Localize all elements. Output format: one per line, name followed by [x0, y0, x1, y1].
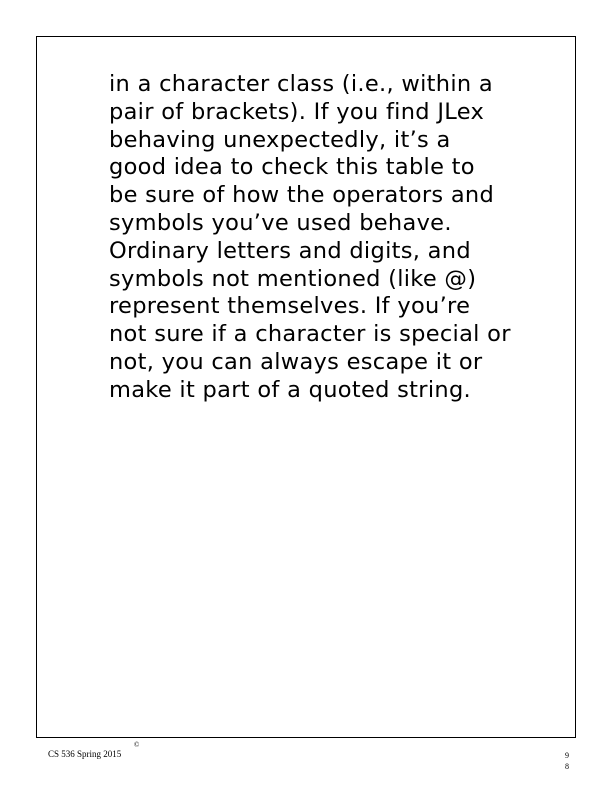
body-text-line: be sure of how the operators and: [109, 182, 495, 209]
copyright-symbol: ©: [134, 741, 140, 749]
body-text-line: Ordinary letters and digits, and: [109, 237, 471, 264]
page-number: [562, 750, 572, 772]
footer-course-label: CS 536 Spring 2015: [48, 749, 122, 759]
body-text-line: symbols not mentioned (like @): [109, 265, 477, 292]
body-text-line: represent themselves. If you’re: [109, 293, 471, 320]
page-number-digit: 9: [565, 751, 569, 760]
body-text-line: make it part of a quoted string.: [109, 376, 471, 403]
body-text-line: not sure if a character is special or: [109, 321, 511, 348]
body-text-line: pair of brackets). If you find JLex: [109, 98, 485, 125]
body-text-line: symbols you’ve used behave.: [109, 209, 452, 236]
body-text-line: not, you can always escape it or: [109, 348, 483, 375]
page-number-digit: 8: [565, 762, 569, 771]
body-text-line: in a character class (i.e., within a: [109, 71, 493, 97]
body-text-line: good idea to check this table to: [109, 154, 475, 181]
body-text-line: behaving unexpectedly, it’s a: [109, 126, 451, 153]
slide-body-text: [109, 71, 549, 405]
